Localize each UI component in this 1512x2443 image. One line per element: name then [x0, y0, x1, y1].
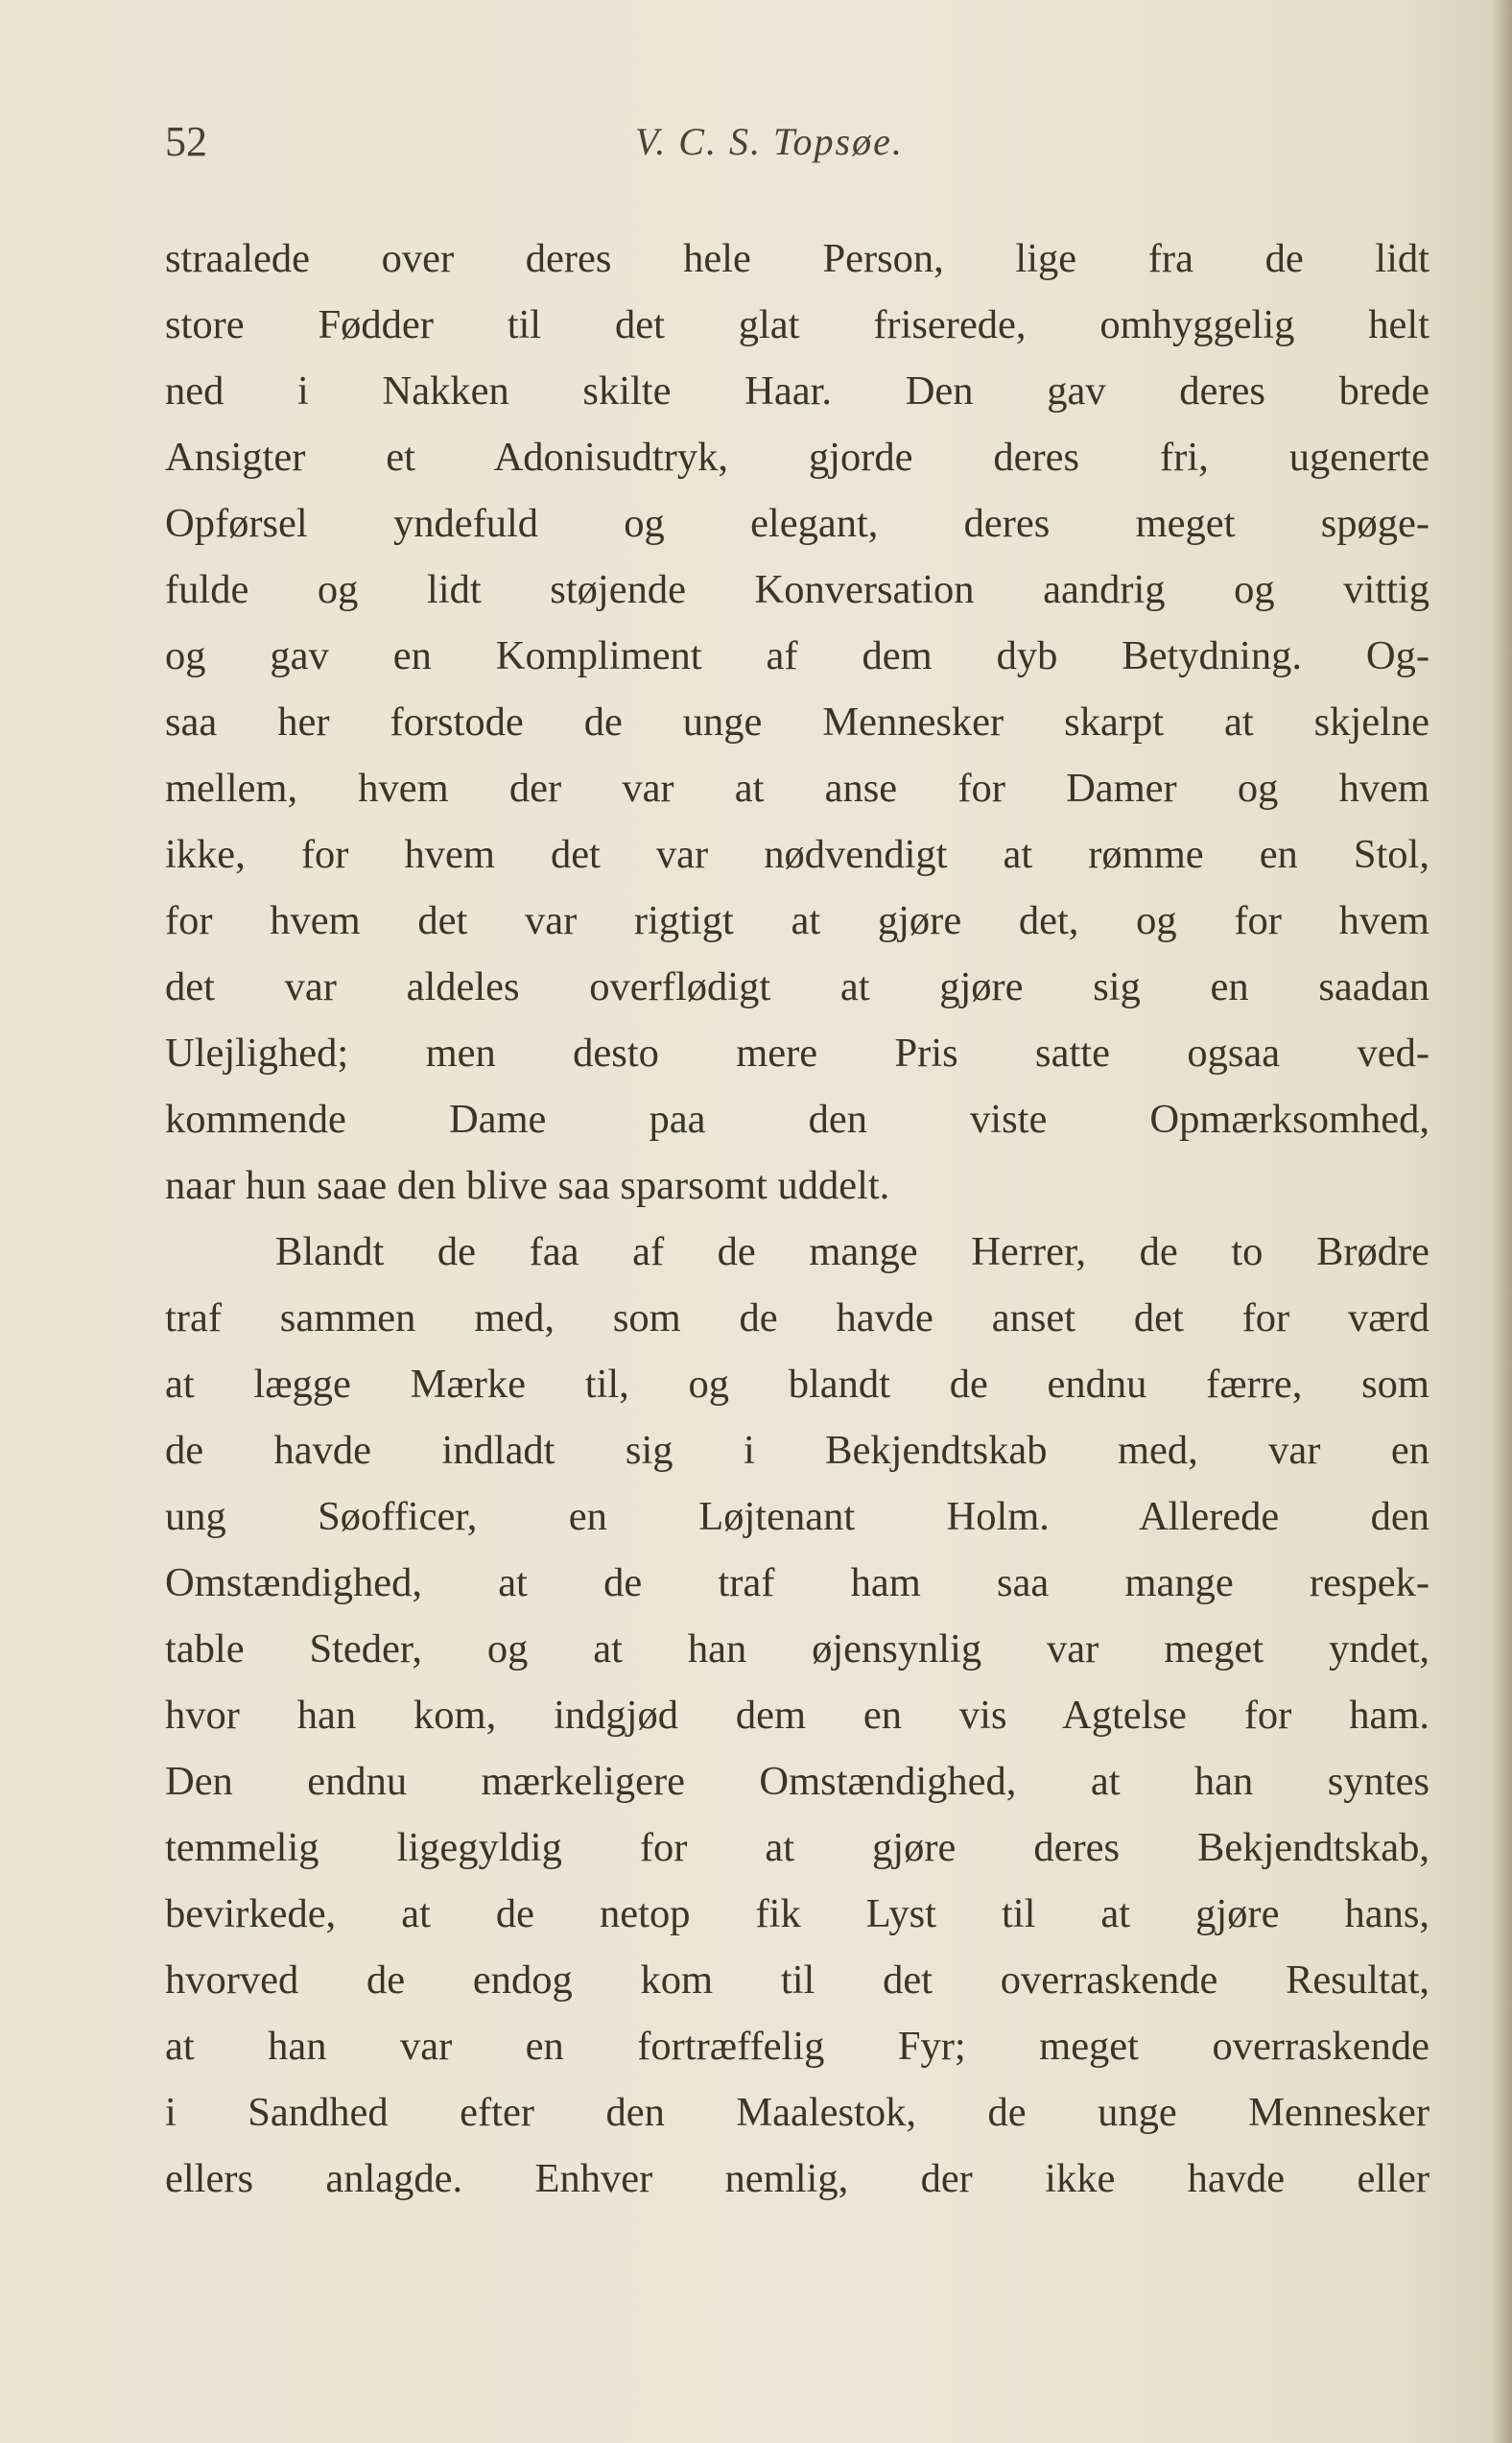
text-line: naar hun saae den blive saa sparsomt uddelt.: [165, 1163, 890, 1208]
text-line: Ulejlighed; men desto mere Pris satte ogsaa ved-: [165, 1031, 1429, 1076]
text-line: og gav en Kompliment af dem dyb Betydning. Og-: [165, 633, 1429, 678]
text-line: at han var en fortræffelig Fyr; meget overraskende: [165, 2024, 1429, 2069]
text-line: bevirkede, at de netop fik Lyst til at gjøre hans,: [165, 1891, 1429, 1936]
text-line: ellers anlagde. Enhver nemlig, der ikke havde eller: [165, 2156, 1429, 2201]
text-line: kommende Dame paa den viste Opmærksomhed,: [165, 1097, 1429, 1142]
text-line: det var aldeles overflødigt at gjøre sig en saadan: [165, 964, 1429, 1009]
text-line: fulde og lidt støjende Konversation aandrig og vittig: [165, 567, 1429, 612]
text-line: straalede over deres hele Person, lige fra de lidt: [165, 236, 1429, 281]
text-line: Den endnu mærkeligere Omstændighed, at han syntes: [165, 1759, 1429, 1804]
text-line: ung Søofficer, en Løjtenant Holm. Allerede den: [165, 1494, 1429, 1539]
body-text: [165, 225, 1429, 2212]
text-line: Opførsel yndefuld og elegant, deres meget spøge-: [165, 501, 1429, 546]
text-line: Ansigter et Adonisudtryk, gjorde deres fri, ugenerte: [165, 435, 1429, 480]
text-line: store Fødder til det glat friserede, omhyggelig helt: [165, 302, 1429, 347]
text-line: mellem, hvem der var at anse for Damer og hvem: [165, 766, 1429, 811]
page-edge-shadow: [1491, 0, 1512, 2443]
text-line: for hvem det var rigtigt at gjøre det, og for hvem: [165, 898, 1429, 943]
page-header: [165, 113, 1431, 171]
text-line: temmelig ligegyldig for at gjøre deres Bekjendtskab,: [165, 1825, 1429, 1870]
text-line: Blandt de faa af de mange Herrer, de to Brødre: [275, 1229, 1429, 1274]
text-line: hvorved de endog kom til det overraskende Resultat,: [165, 1957, 1429, 2003]
running-head: V. C. S. Topsøe.: [635, 120, 904, 163]
text-line: Omstændighed, at de traf ham saa mange respek-: [165, 1560, 1429, 1605]
text-line: table Steder, og at han øjensynlig var meget yndet,: [165, 1626, 1429, 1672]
page-number: 52: [165, 118, 207, 165]
text-line: i Sandhed efter den Maalestok, de unge Mennesker: [165, 2090, 1429, 2135]
text-line: hvor han kom, indgjød dem en vis Agtelse for ham.: [165, 1693, 1429, 1738]
text-line: saa her forstode de unge Mennesker skarpt at skjelne: [165, 700, 1429, 745]
text-line: ned i Nakken skilte Haar. Den gav deres brede: [165, 368, 1429, 414]
text-line: traf sammen med, som de havde anset det for værd: [165, 1295, 1429, 1340]
text-line: at lægge Mærke til, og blandt de endnu færre, som: [165, 1362, 1429, 1407]
text-line: ikke, for hvem det var nødvendigt at rømme en Stol,: [165, 832, 1429, 877]
text-line: de havde indladt sig i Bekjendtskab med, var en: [165, 1428, 1429, 1473]
